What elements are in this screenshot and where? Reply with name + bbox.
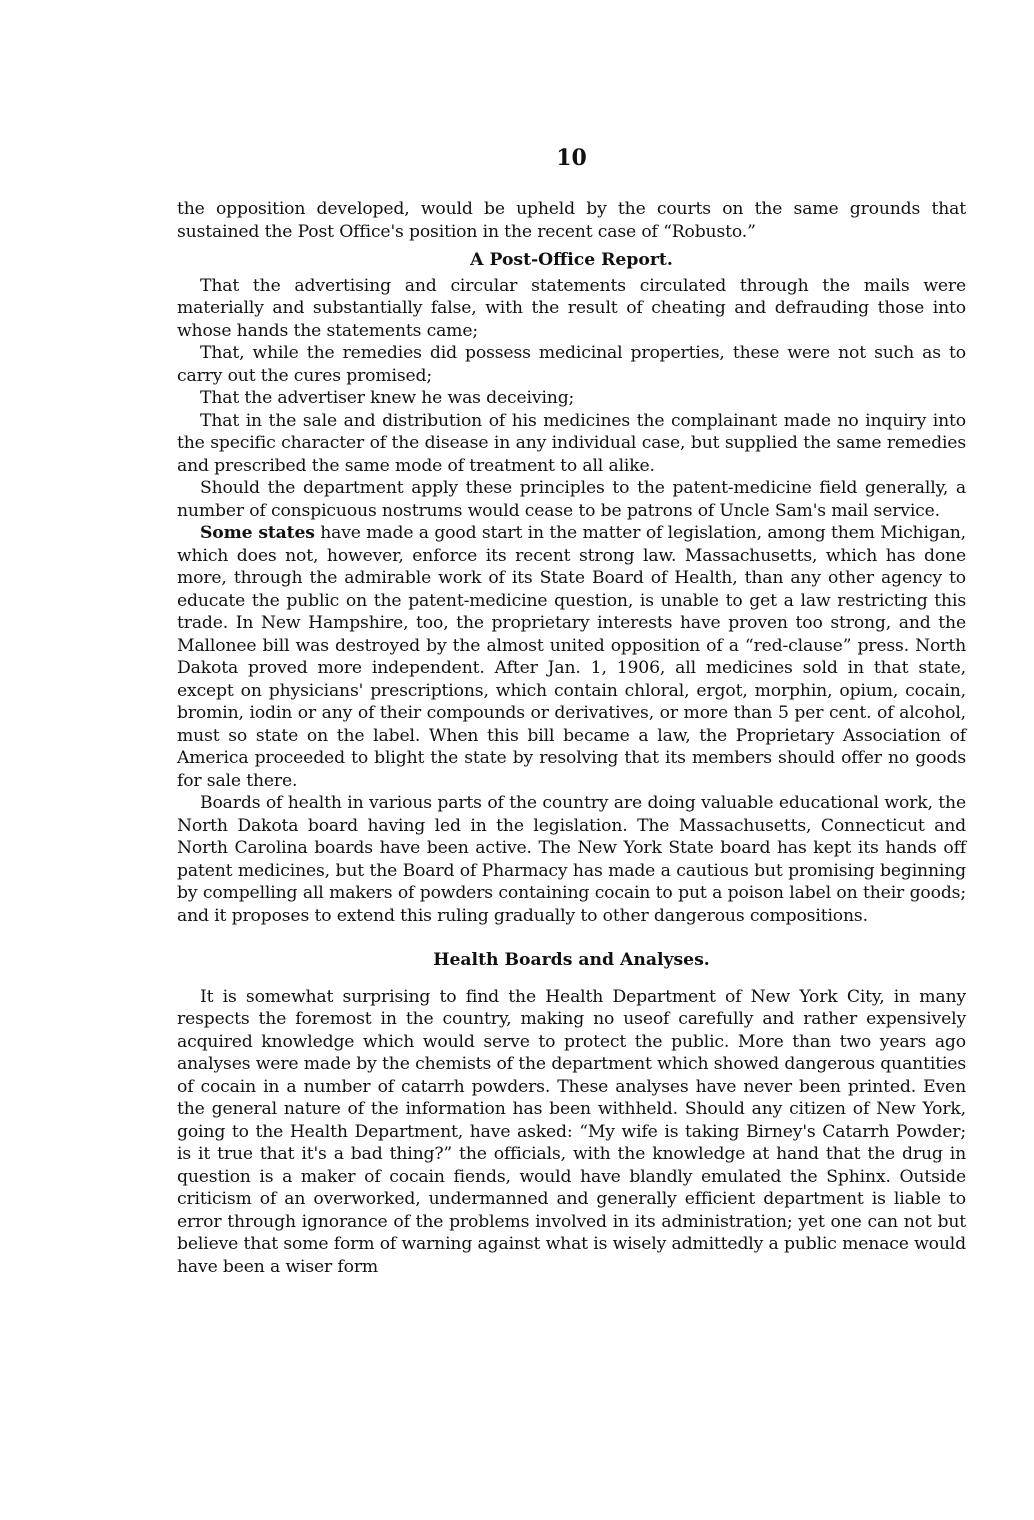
paragraph-finding-4: That in the sale and distribution of his medicines the complainant made no inquiry into the specific character of the disease in any individual case, but supplied the same remedies and prescribed the same mode of treatment to all alike. (177, 410, 966, 476)
paragraph-department: Should the department apply these principles to the patent-medicine field generally, a number of conspicuous nostrums would cease to be patrons of Uncle Sam's mail service. (177, 478, 966, 521)
paragraph-lead-text: Some states (200, 523, 315, 543)
paragraph-body-text: have made a good start in the matter of legislation, among them Michigan, which does not, however, enforce its recent strong law. Massachusetts, which has done more, through the admirable work of its State Board of Health, than any other agency to educate the public on the patent-medicine question, is unable to get a law restricting this trade. In New Hampshire, too, the proprietary interests have proven too strong, and the Mallonee bill was destroyed by the almost united opposition of a “red-clause” press. North Dakota proved more independent. After Jan. 1, 1906, all medicines sold in that state, except on physicians' prescriptions, which contain chloral, ergot, morphin, opium, cocain, bromin, iodin or any of their compounds or derivatives, or more than 5 per cent. of alcohol, must so state on the label. When this bill became a law, the Proprietary Association of America proceeded to blight the state by resolving that its members should offer no goods for sale there. (177, 523, 966, 791)
section-heading-health-boards: Health Boards and Analyses. (433, 950, 710, 970)
paragraph-states-legislation (177, 522, 966, 792)
paragraph-boards-of-health: Boards of health in various parts of the country are doing valuable educational work, the North Dakota board having led in the legislation. The Massachusetts, Connecticut and North Carolina boards have been active. The New York State board has kept its hands off patent medicines, but the Board of Pharmacy has made a cautious but promising beginning by compelling all makers of powders containing cocain to put a poison label on their goods; and it proposes to extend this ruling gradually to other dangerous compositions. (177, 793, 966, 926)
section-heading-post-office-report: A Post-Office Report. (470, 250, 673, 270)
paragraph-finding-3: That the advertiser knew he was deceiving; (200, 388, 575, 408)
page-number: 10 (556, 145, 587, 171)
paragraph-finding-2: That, while the remedies did possess medicinal properties, these were not such as to carry out the cures promised; (177, 343, 966, 386)
paragraph-continuation: the opposition developed, would be upheld by the courts on the same grounds that sustained the Post Office's position in the recent case of “Robusto.” (177, 199, 966, 242)
paragraph-finding-1: That the advertising and circular statements circulated through the mails were materially and substantially false, with the result of cheating and defrauding those into whose hands the statements came; (177, 275, 966, 341)
paragraph-health-department: It is somewhat surprising to find the Health Department of New York City, in many respects the foremost in the country, making no useof carefully and rather expensively acquired knowledge which would serve to protect the public. More than two years ago analyses were made by the chemists of the department which showed dangerous quantities of cocain in a number of catarrh powders. These analyses have never been printed. Even the general nature of the information has been withheld. Should any citizen of New York, going to the Health Department, have asked: “My wife is taking Birney's Catarrh Powder; is it true that it's a bad thing?” the officials, with the knowledge at hand that the drug in question is a maker of cocain fiends, would have blandly emulated the Sphinx. Outside criticism of an overworked, undermanned and generally efficient department is liable to error through ignorance of the problems involved in its administration; yet one can not but believe that some form of warning against what is wisely admittedly a public menace would have been a wiser form (177, 986, 966, 1277)
document-page (177, 140, 966, 1278)
